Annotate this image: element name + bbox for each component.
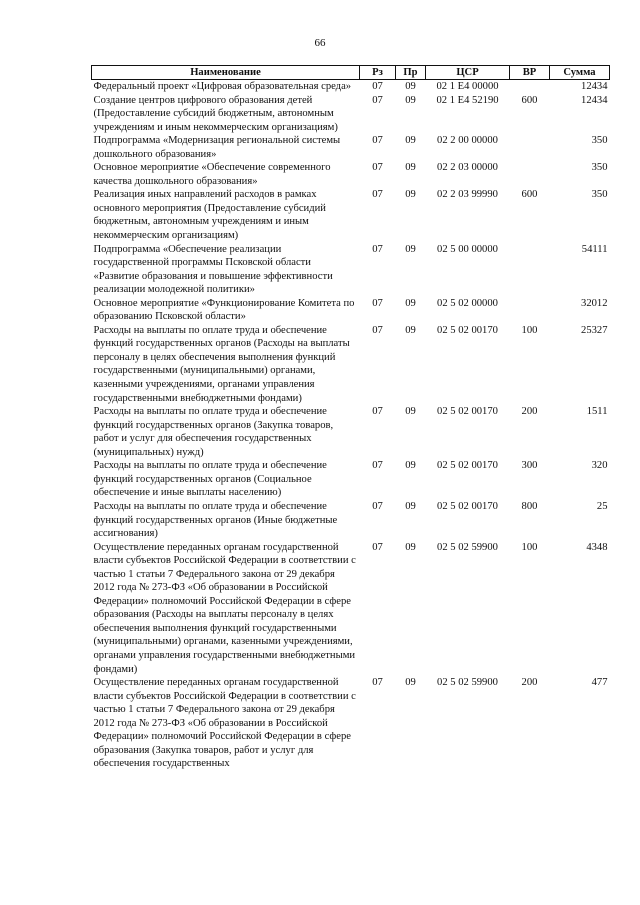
row-csr: 02 5 02 59900	[437, 677, 498, 689]
row-sum: 12434	[581, 94, 608, 106]
row-sum: 32012	[581, 297, 608, 309]
row-pr: 09	[405, 677, 416, 689]
column-header-rz: Рз	[360, 66, 396, 80]
row-csr: 02 1 Е4 00000	[436, 81, 499, 92]
row-pr: 09	[405, 297, 416, 309]
row-sum: 4348	[586, 541, 608, 553]
row-csr: 02 5 02 00000	[437, 297, 498, 309]
row-name: Осуществление переданных органам государственной власти субъектов Российской Федерации в соответствии с частью 1 статьи 7 Федерального закона от 29 декабря 2012 года № 273-ФЗ «Об образовании в Российской Федерации» полномочий Российской Федерации в сфере образования (Расходы на выплаты персоналу в целях обеспечения выполнения функций государственными (муниципальными) органами, казенными учреждениями, органами управления государственными внебюджетными фондами)	[93, 541, 356, 675]
row-pr: 09	[405, 500, 416, 512]
row-vr	[510, 134, 550, 161]
row-pr: 09	[405, 406, 416, 418]
row-sum: 12434	[581, 81, 608, 92]
column-header-name: Наименование	[92, 66, 360, 80]
row-name: Подпрограмма «Модернизация региональной системы дошкольного образования»	[93, 135, 341, 160]
row-csr: 02 5 02 00170	[437, 500, 498, 512]
row-name: Федеральный проект «Цифровая образовательная среда»	[93, 81, 352, 92]
row-pr: 09	[405, 81, 416, 92]
row-sum: 350	[591, 189, 608, 201]
row-pr: 09	[405, 541, 416, 553]
row-csr: 02 5 02 59900	[437, 541, 498, 553]
row-vr: 100	[521, 541, 538, 553]
row-name: Подпрограмма «Обеспечение реализации государственной программы Псковской области «Развитие образования и повышение эффективности реализации молодежной политики»	[93, 243, 333, 296]
row-csr: 02 2 03 99990	[437, 189, 498, 201]
row-name: Расходы на выплаты по оплате труда и обеспечение функций государственных органов (Социальное обеспечение и иные выплаты населению)	[93, 460, 327, 499]
column-header-sum: Сумма	[550, 66, 610, 80]
row-rz: 07	[372, 460, 383, 472]
row-csr: 02 5 00 00000	[437, 243, 498, 255]
table-row	[92, 297, 610, 324]
table-row	[92, 459, 610, 500]
table-row	[92, 676, 610, 771]
table-row	[92, 405, 610, 459]
table-row	[92, 324, 610, 405]
table-row	[92, 134, 610, 161]
row-rz: 07	[372, 406, 383, 418]
row-rz: 07	[372, 94, 383, 106]
row-sum: 25327	[581, 324, 608, 336]
column-header-csr: ЦСР	[426, 66, 510, 80]
table-row	[92, 500, 610, 541]
row-rz: 07	[372, 541, 383, 553]
row-name: Расходы на выплаты по оплате труда и обеспечение функций государственных органов (Иные бюджетные ассигнования)	[93, 500, 338, 540]
row-rz: 07	[372, 297, 383, 309]
row-rz: 07	[372, 324, 383, 336]
table-row	[92, 94, 610, 135]
row-pr: 09	[405, 324, 416, 336]
row-csr: 02 5 02 00170	[437, 324, 498, 336]
row-name: Осуществление переданных органам государственной власти субъектов Российской Федерации в соответствии с частью 1 статьи 7 Федерального закона от 29 декабря 2012 года № 273-ФЗ «Об образовании в Российской Федерации» полномочий Российской Федерации в сфере образования (Закупка товаров, работ и услуг для обеспечения государственных	[93, 677, 356, 770]
row-rz: 07	[372, 189, 383, 201]
table-row	[92, 161, 610, 188]
row-pr: 09	[405, 189, 416, 201]
row-pr: 09	[405, 243, 416, 255]
row-rz: 07	[372, 677, 383, 689]
row-vr	[510, 80, 550, 94]
row-name: Расходы на выплаты по оплате труда и обеспечение функций государственных органов (Расходы на выплаты персоналу в целях обеспечения выполнения функций государственными (муниципальными) органами, казенными учреждениями, органами управления государственными внебюджетными фондами)	[93, 324, 350, 404]
row-name: Создание центров цифрового образования детей (Предоставление субсидий бюджетным, автономным учреждениям и иным некоммерческим организациям)	[93, 94, 338, 133]
table-header	[92, 66, 610, 80]
row-rz: 07	[372, 162, 383, 174]
row-sum: 350	[591, 162, 608, 174]
table-row	[92, 188, 610, 242]
row-vr: 800	[521, 500, 538, 512]
row-name: Основное мероприятие «Функционирование Комитета по образованию Псковской области»	[93, 297, 355, 323]
table-body	[92, 80, 610, 771]
table-row	[92, 80, 610, 94]
row-vr	[510, 243, 550, 297]
page-number: 66	[314, 37, 326, 49]
row-csr: 02 2 03 00000	[437, 162, 498, 174]
row-pr: 09	[405, 94, 416, 106]
row-name: Расходы на выплаты по оплате труда и обеспечение функций государственных органов (Закупка товаров, работ и услуг для обеспечения государственных (муниципальных) нужд)	[93, 406, 334, 458]
row-pr: 09	[405, 162, 416, 174]
row-csr: 02 1 Е4 52190	[436, 94, 499, 106]
row-rz: 07	[372, 81, 383, 92]
row-sum: 350	[591, 135, 608, 147]
row-sum: 477	[591, 677, 608, 689]
row-vr: 600	[521, 94, 538, 106]
row-pr: 09	[405, 460, 416, 472]
column-header-pr: Пр	[396, 66, 426, 80]
table-row	[92, 243, 610, 297]
row-csr: 02 5 02 00170	[437, 406, 498, 418]
row-rz: 07	[372, 243, 383, 255]
row-vr: 200	[521, 677, 538, 689]
row-vr: 300	[521, 460, 538, 472]
row-csr: 02 2 00 00000	[437, 135, 498, 147]
row-vr: 600	[521, 189, 538, 201]
row-name: Реализация иных направлений расходов в рамках основного мероприятия (Предоставление субсидий бюджетным, автономным учреждениям и иным некоммерческим организациям)	[93, 189, 326, 242]
row-sum: 1511	[586, 406, 608, 418]
row-rz: 07	[372, 500, 383, 512]
row-vr: 100	[521, 324, 538, 336]
row-pr: 09	[405, 135, 416, 147]
row-sum: 320	[591, 460, 608, 472]
row-sum: 54111	[581, 243, 608, 255]
row-vr	[510, 161, 550, 188]
row-name: Основное мероприятие «Обеспечение современного качества дошкольного образования»	[93, 162, 331, 187]
row-vr: 200	[521, 406, 538, 418]
row-rz: 07	[372, 135, 383, 147]
table-row	[92, 541, 610, 676]
row-vr	[510, 297, 550, 324]
row-csr: 02 5 02 00170	[437, 460, 498, 472]
row-sum: 25	[596, 500, 608, 512]
budget-table	[91, 65, 610, 771]
column-header-vr: ВР	[510, 66, 550, 80]
